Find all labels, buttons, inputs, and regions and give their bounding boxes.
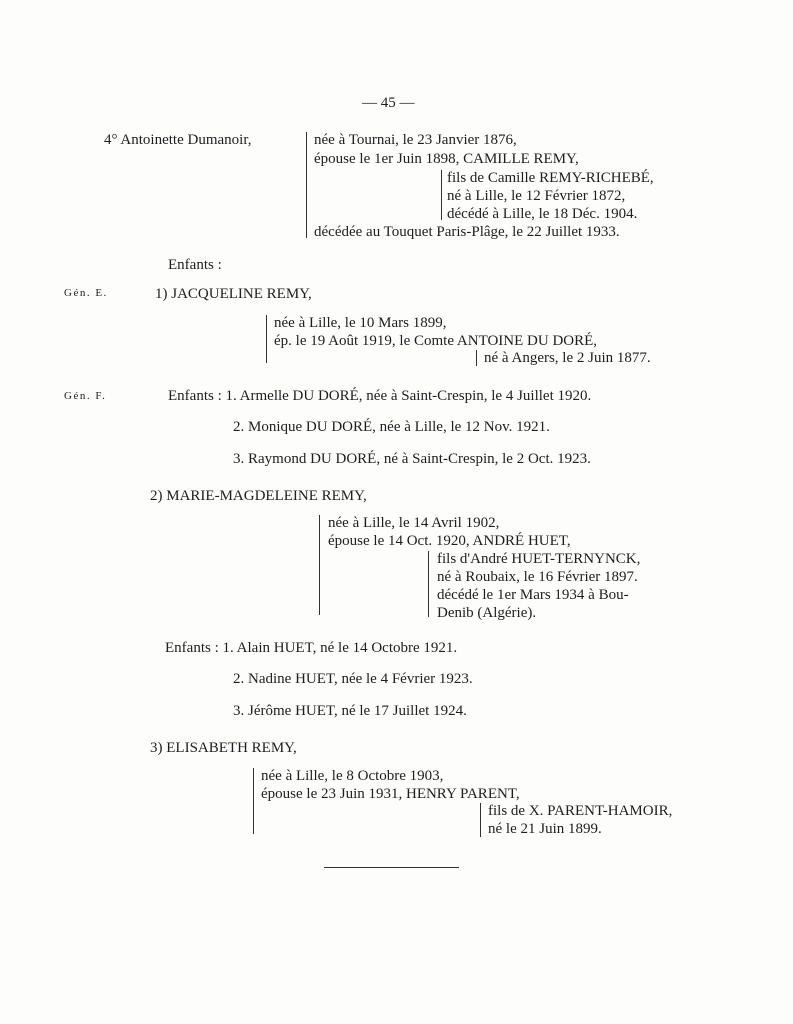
birth-line: née à Lille, le 8 Octobre 1903, <box>261 768 444 784</box>
bracket-bar <box>266 315 267 363</box>
child-line: 2. Monique DU DORÉ, née à Lille, le 12 Nov. 1921. <box>233 419 550 435</box>
generation-label: Gén. E. <box>64 287 108 299</box>
person-name-jacqueline: 1) JACQUELINE REMY, <box>155 286 312 302</box>
child-line: 3. Raymond DU DORÉ, né à Saint-Crespin, le 2 Oct. 1923. <box>233 451 591 467</box>
birth-line: née à Lille, le 14 Avril 1902, <box>328 515 500 531</box>
birth-line: née à Lille, le 10 Mars 1899, <box>274 315 447 331</box>
marriage-line: ép. le 19 Août 1919, le Comte ANTOINE DU DORÉ, <box>274 333 598 349</box>
spouse-line: décédé à Lille, le 18 Déc. 1904. <box>447 206 638 222</box>
spouse-line: décédé le 1er Mars 1934 à Bou- <box>437 587 629 603</box>
spouse-line: fils d'André HUET-TERNYNCK, <box>437 551 641 567</box>
bracket-bar <box>428 551 429 617</box>
marriage-line: épouse le 14 Oct. 1920, ANDRÉ HUET, <box>328 533 571 549</box>
spouse-line: Denib (Algérie). <box>437 605 537 621</box>
spouse-line: né à Roubaix, le 16 Février 1897. <box>437 569 638 585</box>
child-line: Enfants : 1. Alain HUET, né le 14 Octobre 1921. <box>165 640 458 656</box>
birth-line: née à Tournai, le 23 Janvier 1876, <box>314 132 517 148</box>
bracket-bar <box>441 170 442 220</box>
person-name-antoinette: 4° Antoinette Dumanoir, <box>104 132 252 148</box>
child-line: Enfants : 1. Armelle DU DORÉ, née à Saint-Crespin, le 4 Juillet 1920. <box>168 388 592 404</box>
person-name-elisabeth: 3) ELISABETH REMY, <box>150 740 297 756</box>
person-name-marie-magdeleine: 2) MARIE-MAGDELEINE REMY, <box>150 488 367 504</box>
generation-label: Gén. F. <box>64 390 107 402</box>
bracket-bar <box>476 350 477 366</box>
child-line: 3. Jérôme HUET, né le 17 Juillet 1924. <box>233 703 467 719</box>
marriage-line: épouse le 1er Juin 1898, CAMILLE REMY, <box>314 151 579 167</box>
section-divider <box>324 867 459 868</box>
child-line: 2. Nadine HUET, née le 4 Février 1923. <box>233 671 473 687</box>
bracket-bar <box>480 803 481 837</box>
bracket-bar <box>306 132 307 238</box>
spouse-line: fils de Camille REMY-RICHEBÉ, <box>447 170 654 186</box>
spouse-line: né à Angers, le 2 Juin 1877. <box>484 350 651 366</box>
bracket-bar <box>253 768 254 834</box>
death-line: décédée au Touquet Paris-Plâge, le 22 Juillet 1933. <box>314 224 620 240</box>
spouse-line: fils de X. PARENT-HAMOIR, <box>488 803 673 819</box>
spouse-line: né à Lille, le 12 Février 1872, <box>447 188 626 204</box>
enfants-heading: Enfants : <box>168 257 222 273</box>
marriage-line: épouse le 23 Juin 1931, HENRY PARENT, <box>261 786 520 802</box>
bracket-bar <box>319 515 320 615</box>
spouse-line: né le 21 Juin 1899. <box>488 821 602 837</box>
page-number: — 45 — <box>362 95 415 111</box>
